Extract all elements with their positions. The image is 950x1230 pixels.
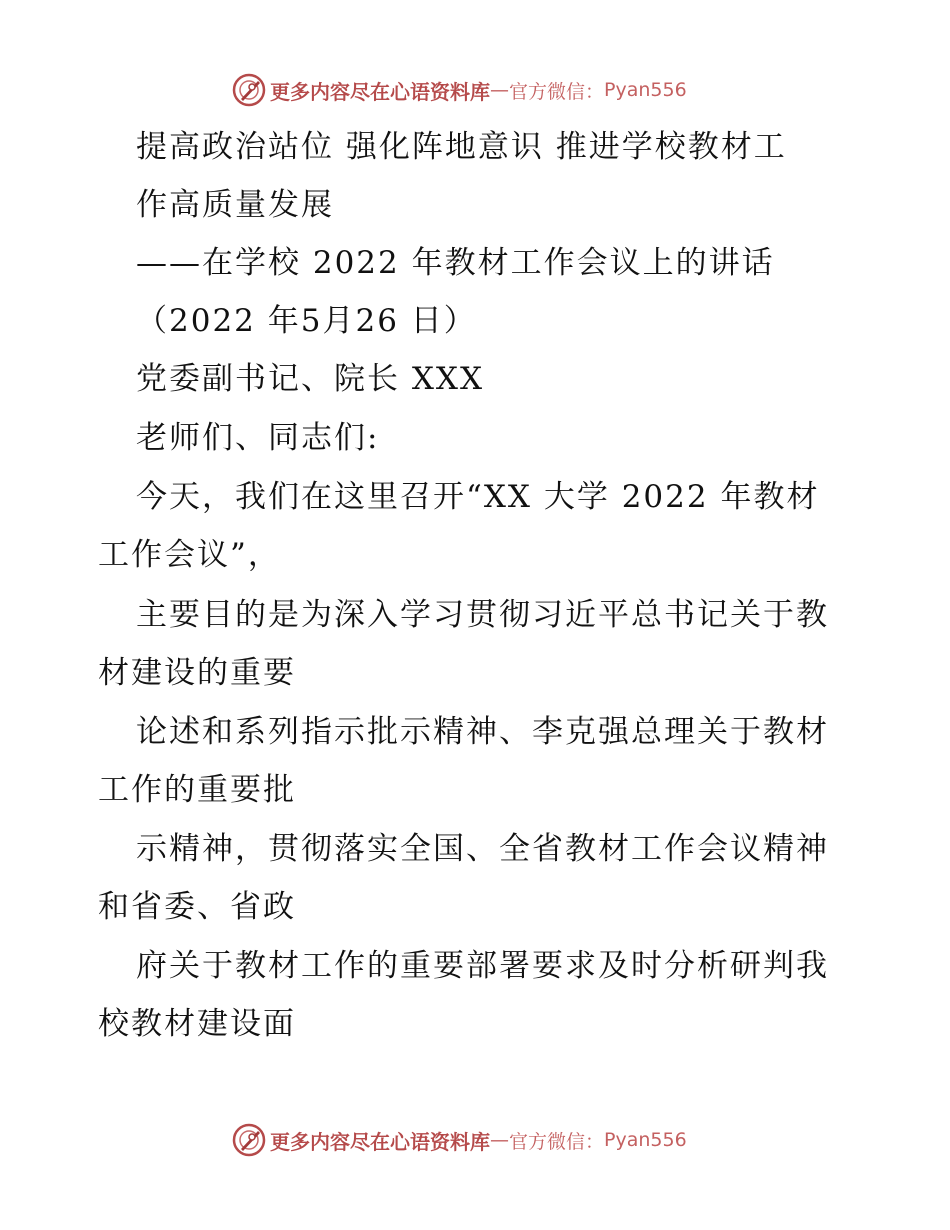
body-line: 和省委、省政 (98, 889, 296, 925)
speaker-line: 党委副书记、院长 XXX (136, 361, 485, 397)
body-line: 府关于教材工作的重要部署要求及时分析研判我 (136, 948, 829, 984)
salutation-line: 老师们、同志们: (136, 420, 380, 456)
watermark-official-label: 官方微信： (509, 1130, 605, 1153)
body-line: 主要目的是为深入学习贯彻习近平总书记关于教 (136, 597, 829, 633)
logo-icon (232, 73, 266, 107)
watermark-wechat-id: Pyan556 (604, 1129, 687, 1151)
watermark-dash: — (490, 79, 509, 101)
subtitle: ——在学校 2022 年教材工作会议上的讲话 (136, 245, 775, 281)
body-line: 校教材建设面 (98, 1006, 296, 1042)
body-line: 工作的重要批 (98, 772, 296, 808)
watermark-wechat-id: Pyan556 (604, 79, 687, 101)
logo-icon (232, 1123, 266, 1157)
header-watermark (232, 70, 687, 110)
body-line: 材建设的重要 (98, 655, 296, 691)
watermark-main-text: 更多内容尽在心语资料库 (270, 79, 490, 104)
date-line: （2022 年5月26 日） (136, 303, 477, 339)
watermark-main-text: 更多内容尽在心语资料库 (270, 1129, 490, 1154)
watermark-official-label: 官方微信： (509, 80, 605, 103)
body-line: 今天，我们在这里召开“XX 大学 2022 年教材 (136, 479, 820, 515)
body-line: 论述和系列指示批示精神、李克强总理关于教材 (136, 714, 829, 750)
watermark-dash: — (490, 1129, 509, 1151)
body-line: 示精神，贯彻落实全国、全省教材工作会议精神 (136, 831, 829, 867)
title-line-2: 作高质量发展 (136, 187, 334, 223)
body-line: 工作会议”， (98, 537, 281, 573)
title-line-1: 提高政治站位 强化阵地意识 推进学校教材工 (136, 129, 787, 165)
footer-watermark (232, 1120, 687, 1160)
